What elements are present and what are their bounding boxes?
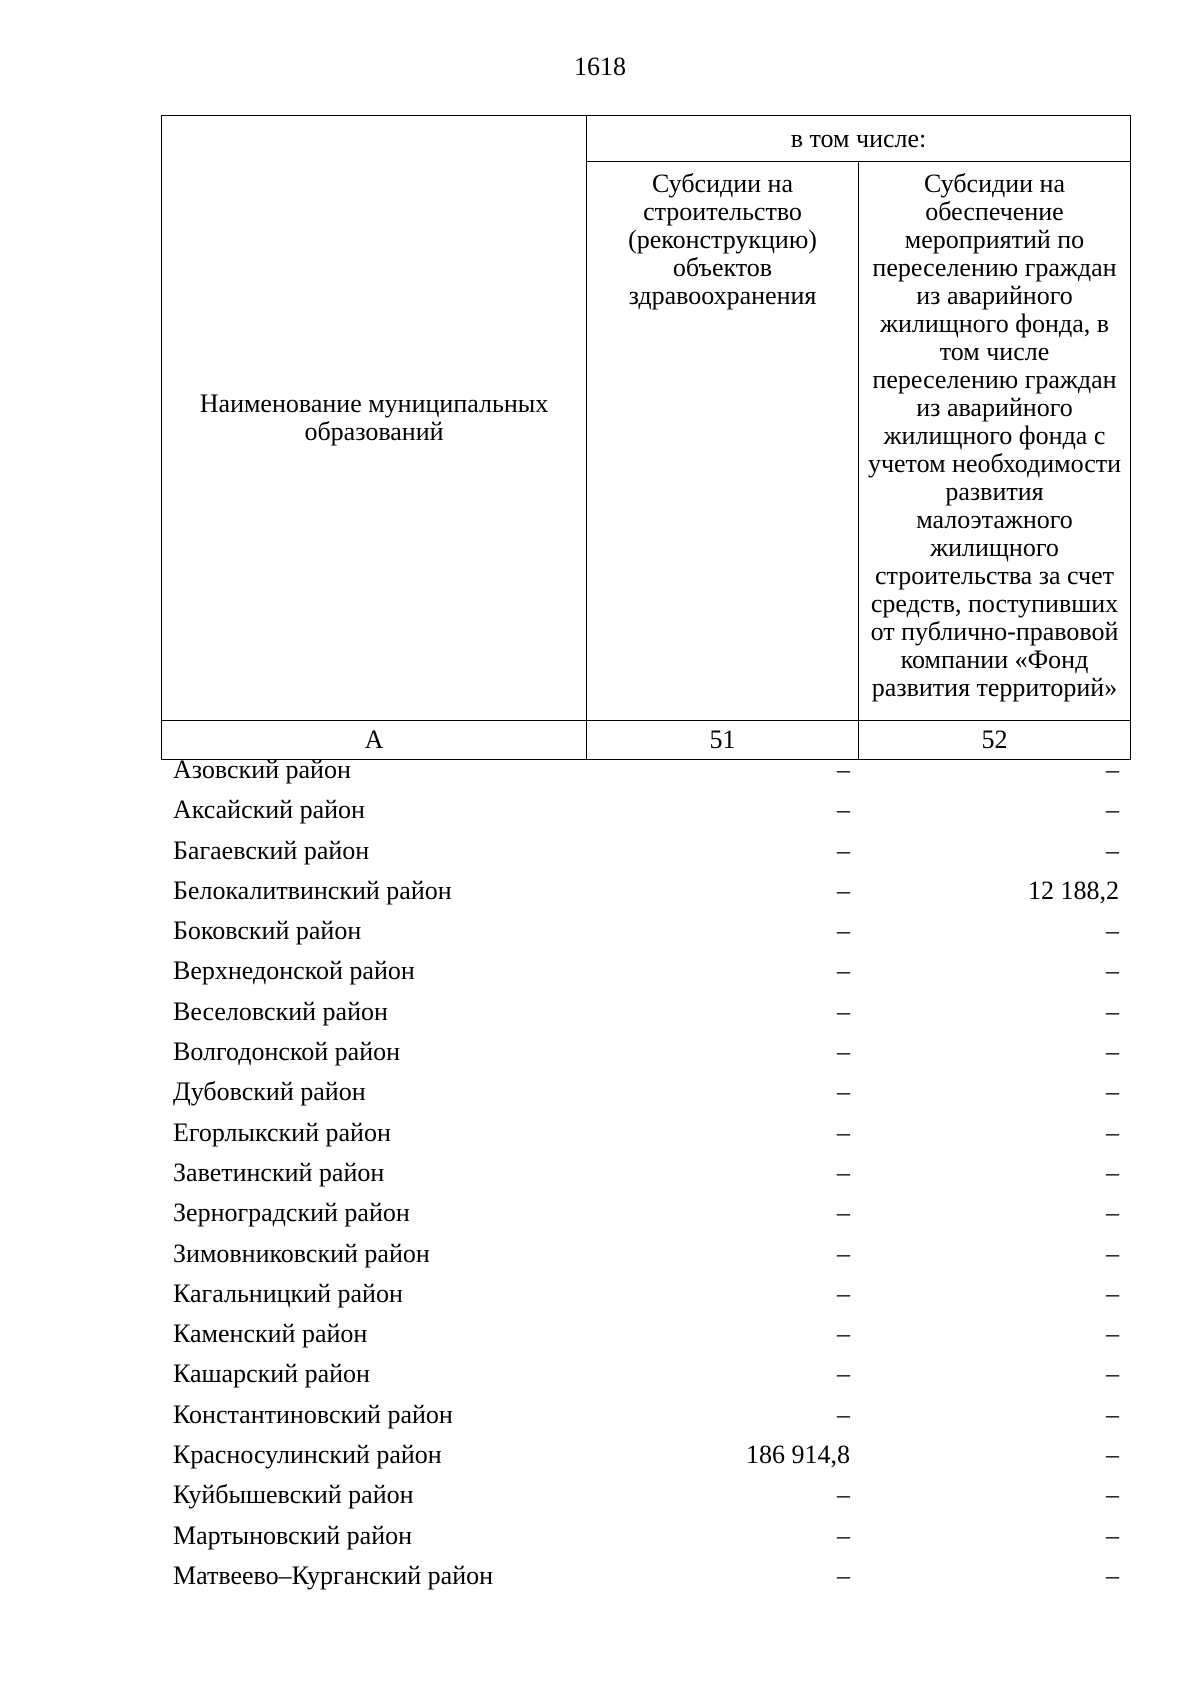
row-value-52: – [1106, 956, 1119, 986]
table-row [161, 750, 1130, 790]
row-name: Зерноградский район [173, 1198, 410, 1228]
row-value-51: – [837, 875, 850, 905]
table-row [161, 1435, 1130, 1475]
table-row [161, 1314, 1130, 1354]
row-value-51: – [837, 795, 850, 825]
table-row [161, 1153, 1130, 1193]
row-name: Кашарский район [173, 1359, 370, 1389]
row-name: Верхнедонской район [173, 956, 415, 986]
row-value-52: – [1106, 755, 1119, 784]
row-value-51: – [837, 1520, 850, 1550]
row-value-51: – [837, 1359, 850, 1389]
row-value-51: – [837, 1077, 850, 1107]
page-number: 1618 [574, 52, 626, 81]
row-value-52: – [1106, 1359, 1119, 1389]
row-value-52: – [1106, 1278, 1119, 1308]
row-value-52: 12 188,2 [1028, 875, 1119, 905]
row-value-52: – [1106, 1157, 1119, 1187]
row-value-52: – [1106, 1117, 1119, 1147]
row-name: Зимовниковский район [173, 1238, 430, 1268]
row-value-52: – [1106, 1198, 1119, 1228]
table-row [161, 1193, 1130, 1233]
row-value-51: – [837, 916, 850, 946]
table-row [161, 1475, 1130, 1515]
table-row [161, 1113, 1130, 1153]
row-value-52: – [1106, 1480, 1119, 1510]
row-value-51: – [837, 1560, 850, 1590]
row-name: Кагальницкий район [173, 1278, 403, 1308]
row-name: Каменский район [173, 1319, 368, 1349]
row-value-51: – [837, 755, 850, 784]
row-name: Веселовский район [173, 996, 388, 1026]
row-value-52: – [1106, 1560, 1119, 1590]
row-name: Багаевский район [173, 835, 370, 865]
row-value-51: – [837, 1037, 850, 1067]
row-name: Куйбышевский район [173, 1480, 414, 1510]
row-value-52: – [1106, 996, 1119, 1026]
row-name: Дубовский район [173, 1077, 366, 1107]
table-row [161, 790, 1130, 830]
row-name: Волгодонской район [173, 1037, 401, 1067]
row-value-51: – [837, 1238, 850, 1268]
row-name: Белокалитвинский район [173, 875, 452, 905]
row-value-52: – [1106, 1037, 1119, 1067]
table-row [161, 951, 1130, 991]
header-col-51: Субсидии на строительство (реконструкцию) объектов здравоохранения [587, 162, 859, 721]
header-group-label: в том числе: [587, 116, 1131, 162]
row-name: Егорлыкский район [173, 1117, 391, 1147]
row-value-51: – [837, 1399, 850, 1429]
table-row [161, 831, 1130, 871]
row-value-52: – [1106, 835, 1119, 865]
row-value-51: – [837, 1157, 850, 1187]
row-value-51: 186 914,8 [746, 1440, 850, 1470]
table-row [161, 1516, 1130, 1556]
row-value-52: – [1106, 916, 1119, 946]
table-row [161, 1354, 1130, 1394]
row-value-52: – [1106, 1440, 1119, 1470]
row-name: Матвеево–Курганский район [173, 1560, 494, 1590]
row-value-51: – [837, 1278, 850, 1308]
row-value-51: – [837, 1198, 850, 1228]
row-name: Мартыновский район [173, 1520, 413, 1550]
table-row [161, 1395, 1130, 1435]
header-index-52: 52 [859, 721, 1131, 760]
header-index-name: А [162, 721, 587, 760]
header-col-52: Субсидии на обеспечение мероприятий по переселению граждан из аварийного жилищного фонда, в том числе переселению граждан из аварийного жилищного фонда с учетом необходимости развития малоэтажного жилищного строительства за счет средств, поступивших от публично-правовой компании «Фонд развития территорий» [859, 162, 1131, 721]
table-row [161, 992, 1130, 1032]
row-name: Красносулинский район [173, 1440, 442, 1470]
row-value-52: – [1106, 795, 1119, 825]
table-body [161, 750, 1130, 1596]
row-value-51: – [837, 956, 850, 986]
row-value-51: – [837, 1117, 850, 1147]
row-value-51: – [837, 1480, 850, 1510]
header-name-column: Наименование муниципальных образований [162, 116, 587, 721]
row-name: Аксайский район [173, 795, 365, 825]
row-value-52: – [1106, 1077, 1119, 1107]
row-value-51: – [837, 996, 850, 1026]
row-value-52: – [1106, 1520, 1119, 1550]
row-value-51: – [837, 1319, 850, 1349]
table-row [161, 1072, 1130, 1112]
row-name: Заветинский район [173, 1157, 385, 1187]
table-header [161, 115, 1131, 760]
row-name: Азовский район [173, 755, 351, 784]
row-name: Боковский район [173, 916, 362, 946]
table-row [161, 1274, 1130, 1314]
table-row [161, 871, 1130, 911]
table-row [161, 911, 1130, 951]
table-row [161, 1234, 1130, 1274]
header-index-51: 51 [587, 721, 859, 760]
row-value-52: – [1106, 1399, 1119, 1429]
row-name: Константиновский район [173, 1399, 453, 1429]
table-row [161, 1032, 1130, 1072]
row-value-51: – [837, 835, 850, 865]
row-value-52: – [1106, 1238, 1119, 1268]
table-row [161, 1556, 1130, 1596]
row-value-52: – [1106, 1319, 1119, 1349]
